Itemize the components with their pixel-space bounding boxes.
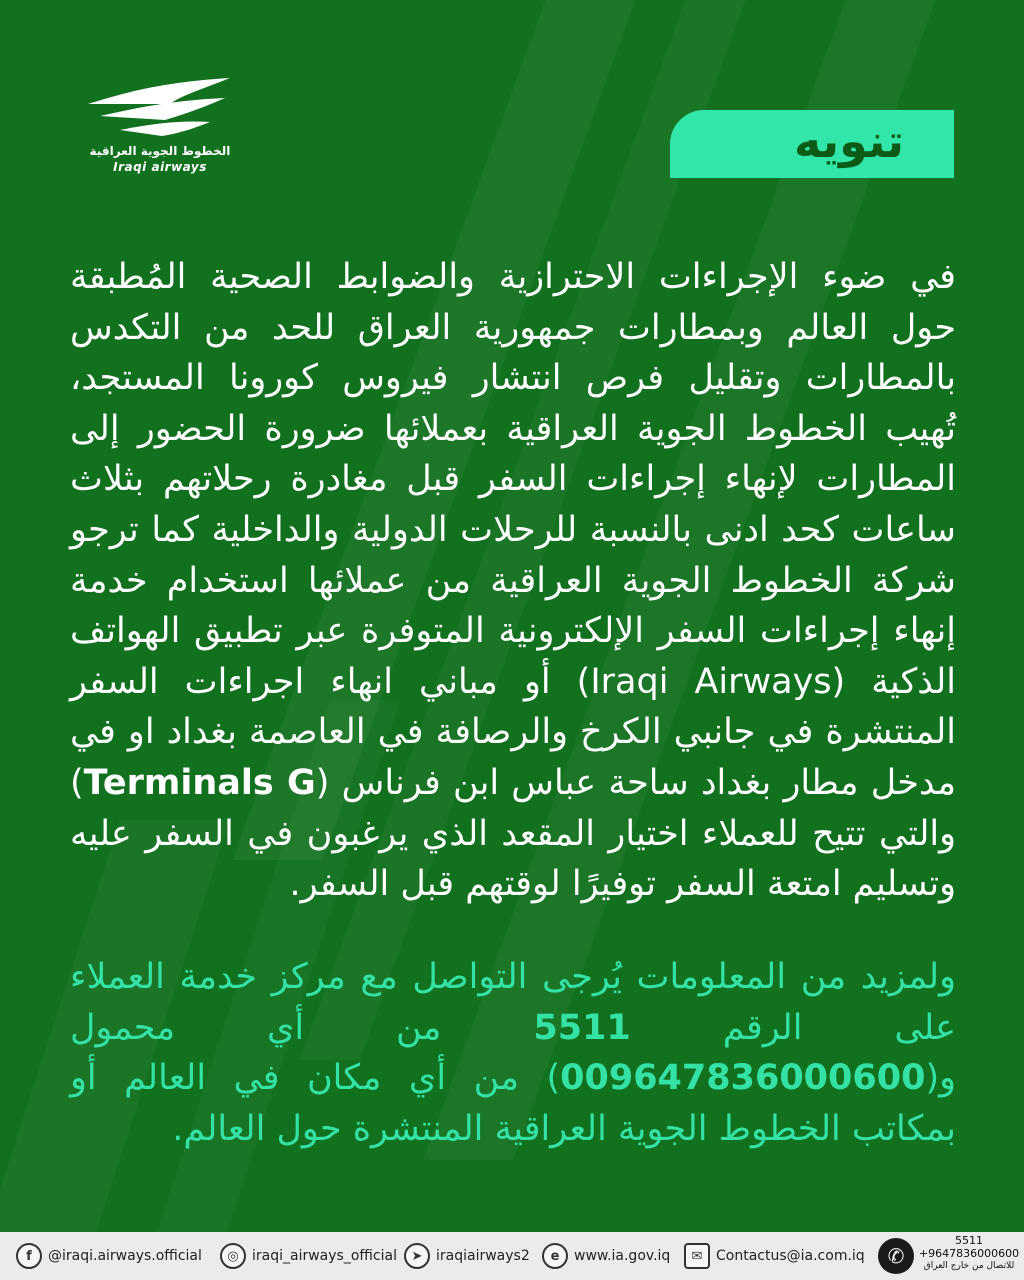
web-icon: e [542,1243,568,1269]
phone-icon: ✆ [878,1238,914,1274]
iraqi-airways-bird-logo-icon [80,70,240,142]
brand-logo [80,70,240,180]
instagram-link[interactable] [220,1240,397,1272]
page-title: تنويه [793,114,904,168]
terminal-name: Terminals G [83,762,316,803]
phone-short: 5511 [955,1234,983,1247]
instagram-icon: ◎ [220,1243,246,1269]
short-number: 5511 [533,1007,631,1048]
footer-bar [0,1232,1024,1280]
facebook-icon: f [16,1243,42,1269]
website-link[interactable] [542,1240,670,1272]
facebook-link[interactable] [16,1240,202,1272]
announcement-text-2: ) والتي تتيح للعملاء اختيار المقعد الذي يرغبون في السفر عليه وتسليم امتعة السفر توفيرًا لوقتهم قبل السفر. [70,762,956,905]
telegram-handle: iraqiairways2 [436,1248,530,1264]
email-link[interactable] [684,1240,865,1272]
phone-intl: +9647836000600 [918,1247,1020,1260]
contact-text-1: ولمزيد من المعلومات يُرجى التواصل مع مركز خدمة العملاء على الرقم [70,957,956,1048]
phone-numbers [916,1234,1022,1273]
phone-note: للاتصال من خارج العراق [923,1261,1015,1271]
telegram-link[interactable] [404,1240,530,1272]
brand-name-en: Iraqi airways [113,160,207,174]
phone-contact[interactable] [872,1232,1024,1280]
announcement-body [70,252,956,910]
website-url: www.ia.gov.iq [574,1248,671,1264]
intl-number: 009647836000600 [560,1058,926,1099]
contact-info [70,952,956,1154]
heading-banner [670,110,954,178]
brand-name-ar: الخطوط الجوية العراقية [89,144,231,158]
announcement-text-1: في ضوء الإجراءات الاحترازية والضوابط الصحية المُطبقة حول العالم وبمطارات جمهورية العراق للحد من التكدس بالمطارات وتقليل فرص انتشار فيروس كورونا المستجد، تُهيب الخطوط الجوية العراقية بعملائها ضرورة الحضور إلى المطارات لإنهاء إجراءات السفر قبل مغادرة رحلاتهم بثلاث ساعات كحد ادنى بالنسبة للرحلات الدولية والداخلية كما ترجو شركة الخطوط الجوية العراقية من عملائها استخدام خدمة إنهاء إجراءات السفر الإلكترونية المتوفرة عبر تطبيق الهواتف الذكية (Iraqi Airways) أو مباني انهاء اجراءات السفر المنتشرة في جانبي الكرخ والرصافة في العاصمة بغداد او في مدخل مطار بغداد ساحة عباس ابن فرناس ( [70,257,957,803]
facebook-handle: @iraqi.airways.official [48,1248,202,1264]
email-icon: ✉ [684,1243,710,1269]
contact-text-3: ) من أي مكان في العالم أو بمكاتب الخطوط الجوية العراقية المنتشرة حول العالم. [70,1058,956,1149]
email-address: Contactus@ia.com.iq [716,1248,865,1264]
contact-text-2: من أي محمول و( [70,1007,956,1099]
instagram-handle: iraqi_airways_official [252,1248,397,1264]
telegram-icon: ➤ [404,1243,430,1269]
